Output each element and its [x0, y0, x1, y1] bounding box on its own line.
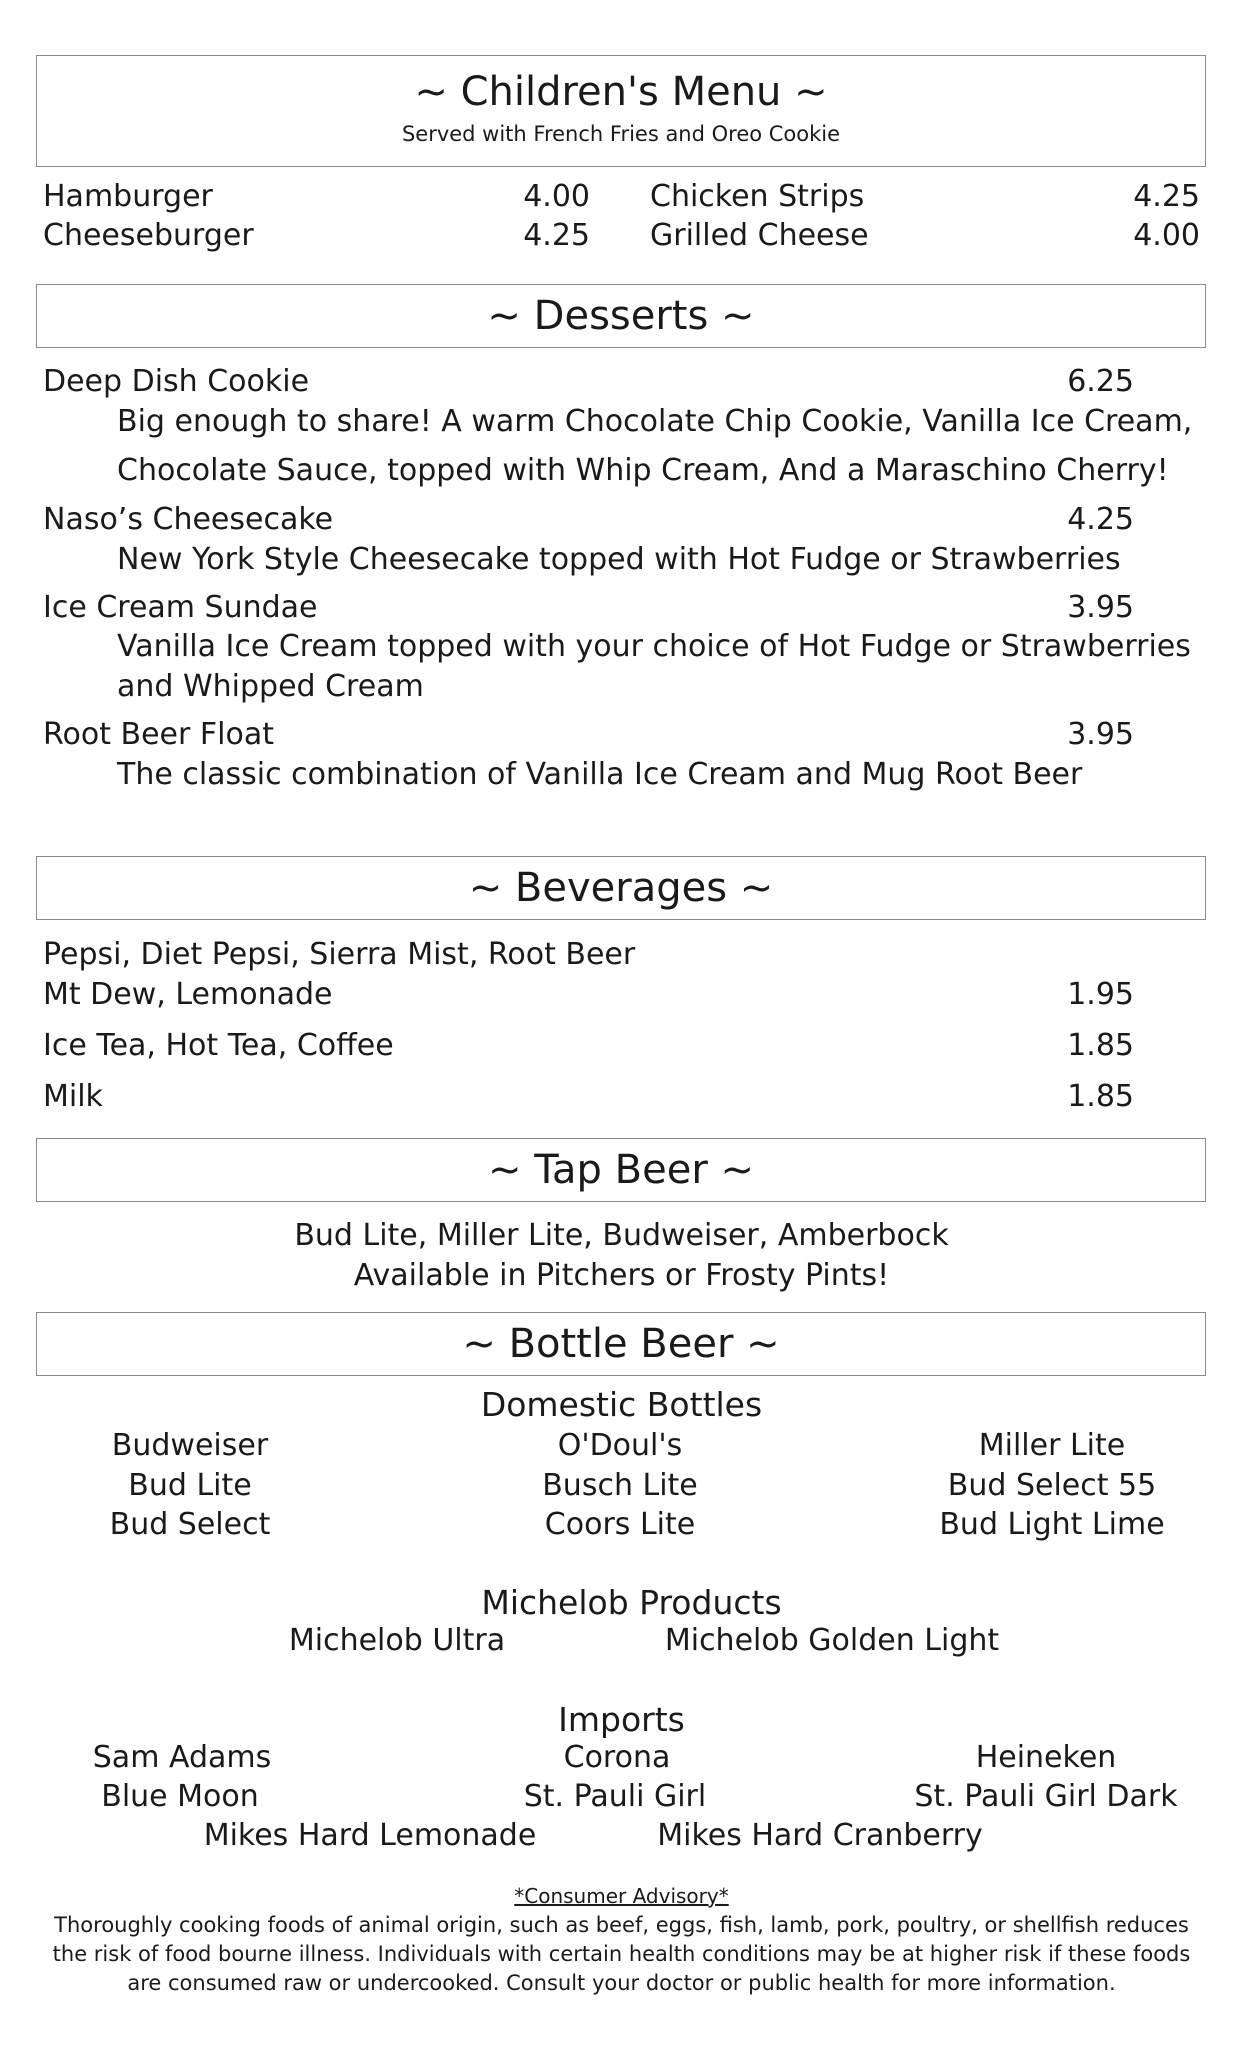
- beverage-price: 1.85: [1067, 1028, 1134, 1063]
- beer-item: Michelob Golden Light: [664, 1623, 1000, 1658]
- dessert-price: 3.95: [1067, 717, 1134, 752]
- dessert-price: 3.95: [1067, 590, 1134, 625]
- dessert-name: Deep Dish Cookie: [43, 364, 310, 399]
- beer-item: Miller Lite: [978, 1428, 1126, 1463]
- dessert-name: Naso’s Cheesecake: [43, 502, 334, 537]
- beverages-header: [36, 856, 1206, 920]
- beer-item: Mikes Hard Lemonade: [203, 1818, 537, 1853]
- menu-item-price: 4.00: [1133, 218, 1200, 253]
- menu-item-name: Hamburger: [43, 179, 213, 214]
- consumer-advisory-text: are consumed raw or undercooked. Consult your doctor or public health for more information.: [127, 1971, 1116, 1995]
- bottle-beer-header: [36, 1312, 1206, 1376]
- dessert-description: Chocolate Sauce, topped with Whip Cream, And a Maraschino Cherry!: [117, 453, 1169, 488]
- desserts-header: [36, 284, 1206, 348]
- beer-item: Bud Light Lime: [939, 1507, 1165, 1542]
- beverage-name: Ice Tea, Hot Tea, Coffee: [43, 1028, 394, 1063]
- beer-item: St. Pauli Girl: [523, 1779, 707, 1814]
- consumer-advisory: [20, 1882, 1223, 1998]
- dessert-description: and Whipped Cream: [117, 669, 424, 704]
- menu-item-name: Grilled Cheese: [650, 218, 869, 253]
- beer-item: Sam Adams: [92, 1740, 272, 1775]
- bottle-beer-title: ~ Bottle Beer ~: [462, 1321, 780, 1367]
- beer-item: Bud Select 55: [947, 1468, 1157, 1503]
- michelob-products-heading: Michelob Products: [481, 1583, 782, 1622]
- childrens-menu-title: ~ Children's Menu ~: [414, 69, 828, 115]
- dessert-description: Vanilla Ice Cream topped with your choice of Hot Fudge or Strawberries: [117, 629, 1191, 664]
- consumer-advisory-text: Thoroughly cooking foods of animal origin, such as beef, eggs, fish, lamb, pork, poultry, or shellfish reduces: [54, 1913, 1189, 1937]
- dessert-price: 4.25: [1067, 502, 1134, 537]
- menu-item-price: 4.25: [1133, 179, 1200, 214]
- beverage-price: 1.95: [1067, 977, 1134, 1012]
- beer-item: Budweiser: [111, 1428, 269, 1463]
- beverage-price: 1.85: [1067, 1079, 1134, 1114]
- beer-item: Michelob Ultra: [288, 1623, 506, 1658]
- menu-item-name: Cheeseburger: [43, 218, 254, 253]
- tap-beer-header: [36, 1138, 1206, 1202]
- beer-item: St. Pauli Girl Dark: [914, 1779, 1178, 1814]
- beer-item: Coors Lite: [544, 1507, 696, 1542]
- tap-beer-note: Available in Pitchers or Frosty Pints!: [353, 1258, 890, 1293]
- beer-item: Heineken: [975, 1740, 1117, 1775]
- dessert-name: Ice Cream Sundae: [43, 590, 318, 625]
- childrens-menu-subtitle: Served with French Fries and Oreo Cookie: [401, 122, 841, 146]
- beer-item: Bud Lite: [128, 1468, 252, 1503]
- beer-item: Bud Select: [109, 1507, 271, 1542]
- beer-item: Blue Moon: [101, 1779, 259, 1814]
- dessert-name: Root Beer Float: [43, 717, 274, 752]
- dessert-description: The classic combination of Vanilla Ice Cream and Mug Root Beer: [117, 757, 1083, 792]
- domestic-bottles-heading: Domestic Bottles: [480, 1385, 763, 1424]
- consumer-advisory-label: *Consumer Advisory*: [514, 1884, 729, 1908]
- beverages-title: ~ Beverages ~: [468, 865, 774, 911]
- consumer-advisory-text: the risk of food bourne illness. Individuals with certain health conditions may be at higher risk if these foods: [52, 1942, 1191, 1966]
- tap-beer-title: ~ Tap Beer ~: [488, 1147, 754, 1193]
- dessert-description: Big enough to share! A warm Chocolate Chip Cookie, Vanilla Ice Cream,: [117, 404, 1193, 439]
- desserts-title: ~ Desserts ~: [487, 293, 755, 339]
- childrens-menu-header: [36, 55, 1206, 167]
- dessert-description: New York Style Cheesecake topped with Hot Fudge or Strawberries: [117, 542, 1121, 577]
- beverage-name: Pepsi, Diet Pepsi, Sierra Mist, Root Beer: [43, 937, 636, 972]
- imports-heading: Imports: [558, 1700, 685, 1739]
- beer-item: O'Doul's: [557, 1428, 683, 1463]
- beer-item: Busch Lite: [542, 1468, 698, 1503]
- beverage-name: Mt Dew, Lemonade: [43, 977, 333, 1012]
- dessert-price: 6.25: [1067, 364, 1134, 399]
- beverage-name: Milk: [43, 1079, 103, 1114]
- beer-item: Corona: [563, 1740, 671, 1775]
- tap-beer-list: Bud Lite, Miller Lite, Budweiser, Amberbock: [294, 1218, 949, 1253]
- menu-item-price: 4.00: [523, 179, 590, 214]
- menu-item-name: Chicken Strips: [650, 179, 865, 214]
- beer-item: Mikes Hard Cranberry: [657, 1818, 983, 1853]
- menu-item-price: 4.25: [523, 218, 590, 253]
